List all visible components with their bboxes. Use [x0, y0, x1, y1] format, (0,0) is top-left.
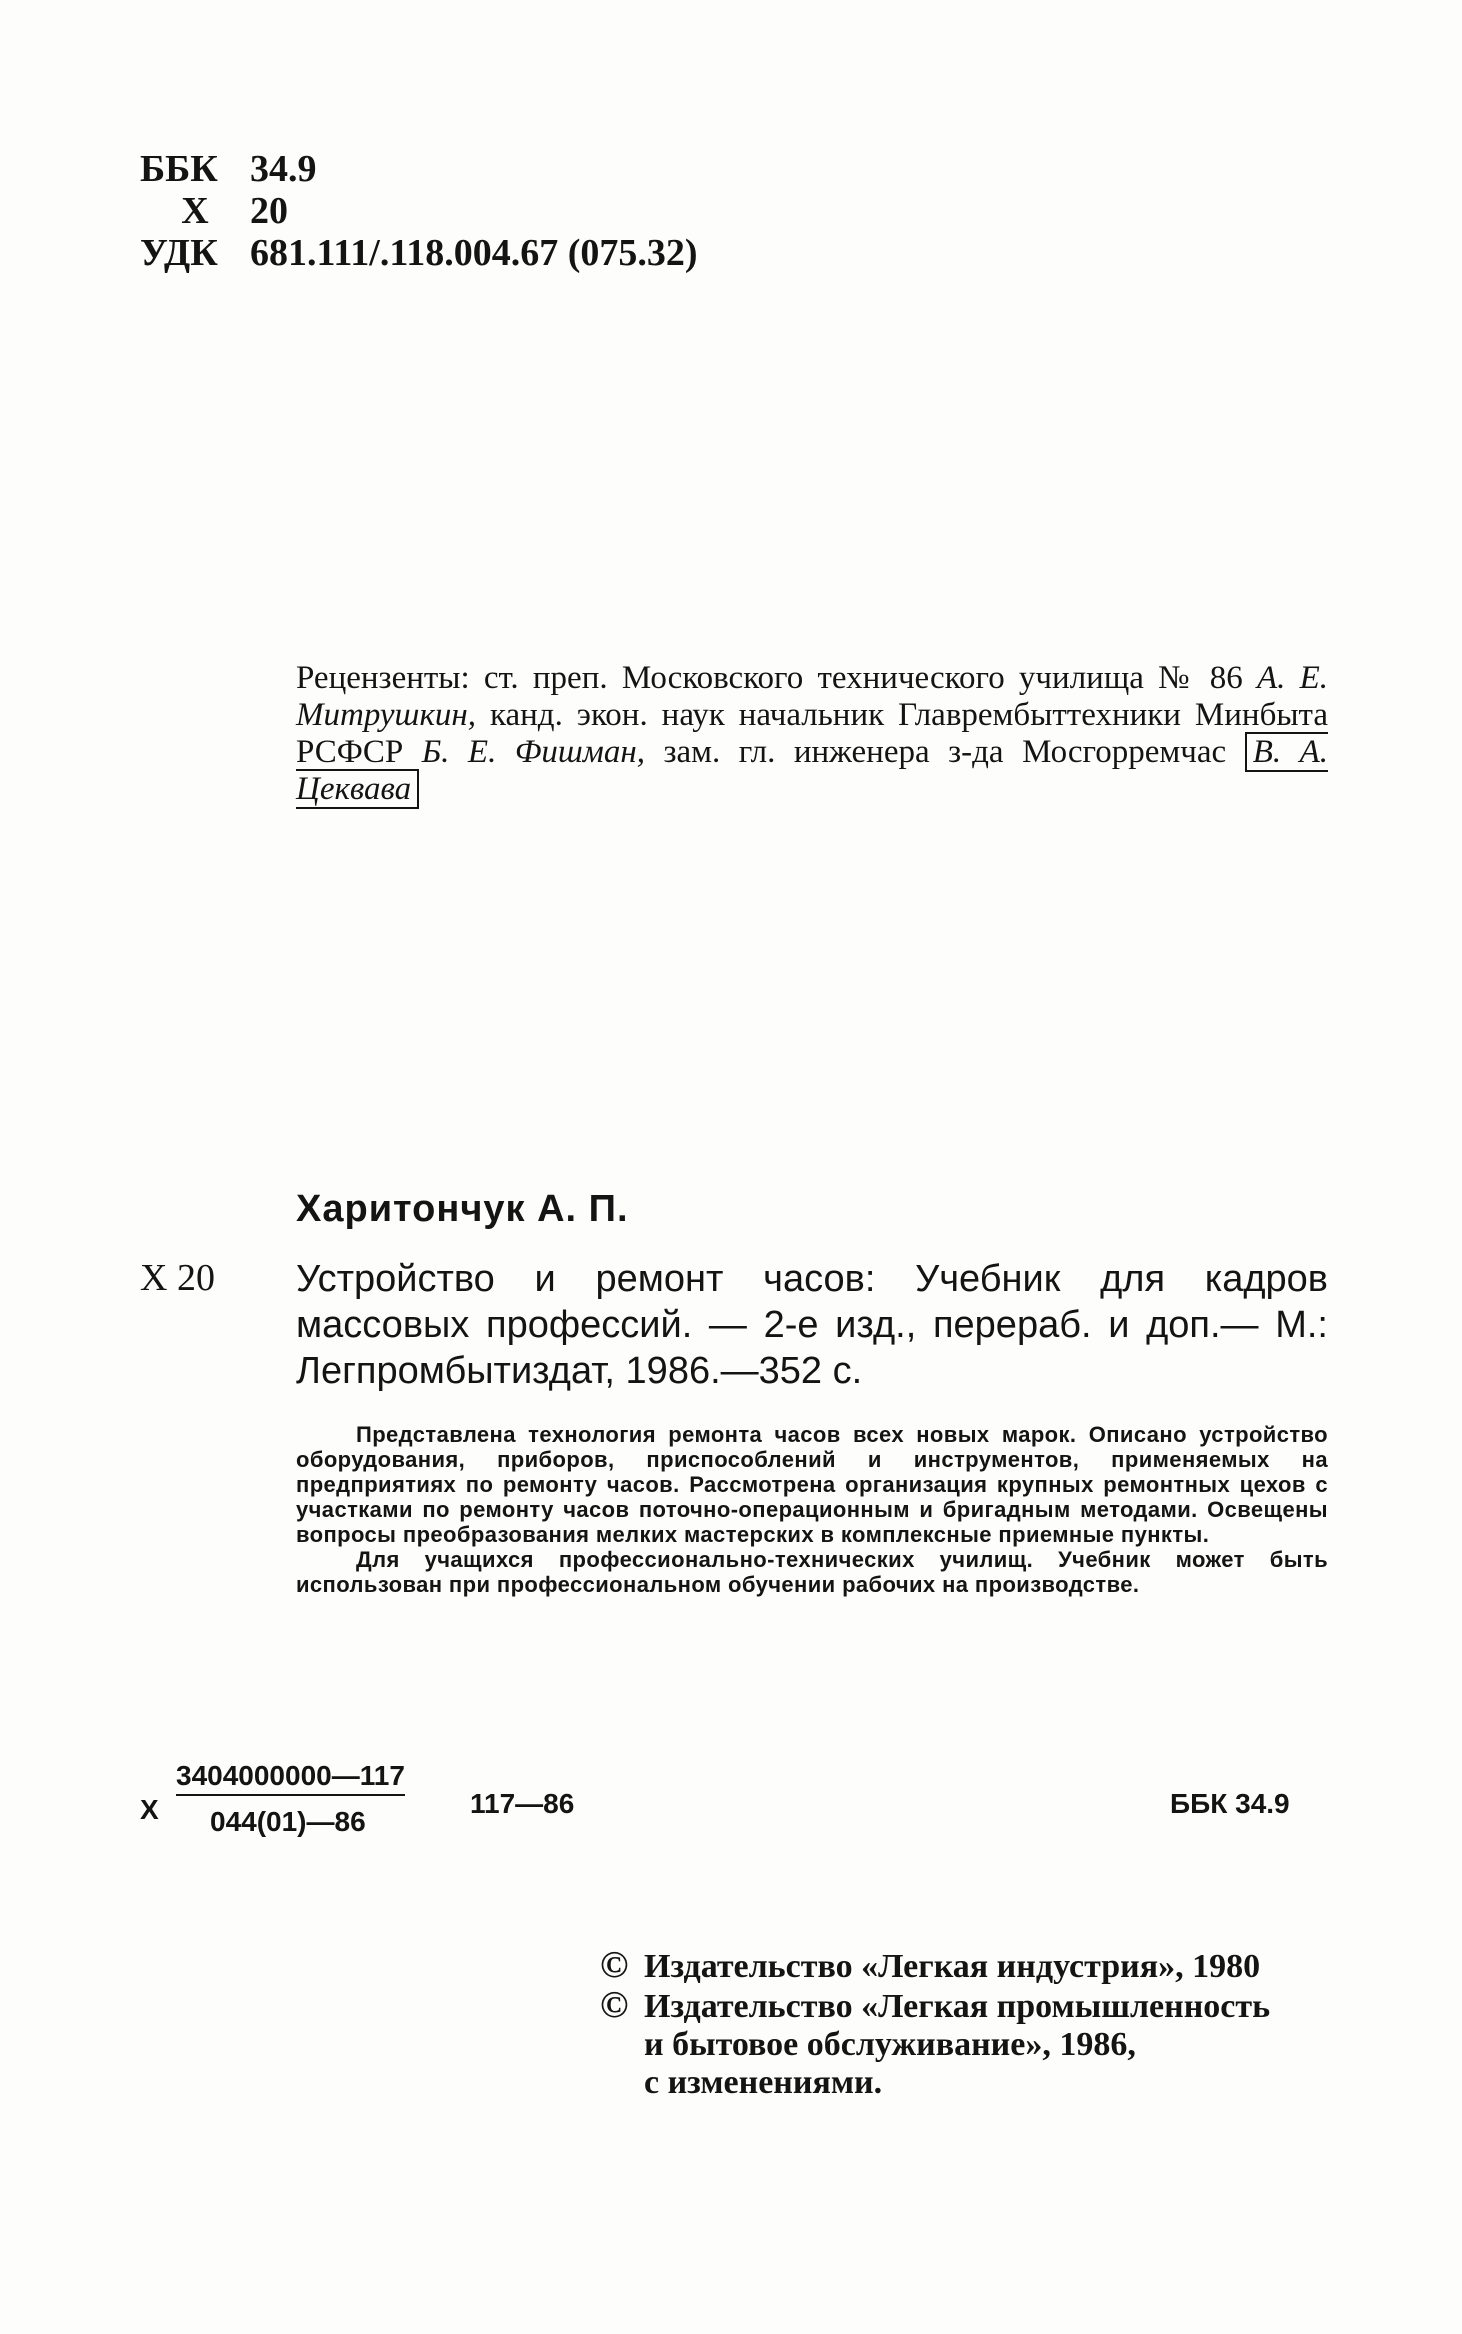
code-x: Х: [140, 1794, 159, 1825]
code-order: 117—86: [470, 1788, 575, 1819]
book-title-description: Устройство и ремонт часов: Учебник для кадров массовых профессий. — 2-е изд., перераб. и доп.— М.: Легпромбытиздат, 1986.—352 с.: [296, 1258, 1328, 1392]
reviewer-name-3: В. А. Цеквава: [296, 734, 1329, 807]
copyright-icon: ©: [600, 1944, 629, 1986]
copyright-icon: ©: [600, 1984, 629, 2026]
copyright-line-4: с изменениями.: [644, 2064, 883, 2101]
reviewer-name-2: Б. Е. Фишман,: [421, 734, 645, 770]
reviewers-paragraph: [296, 660, 1328, 808]
copyright-text-1: Издательство «Легкая индустрия», 1980: [644, 1948, 1261, 1985]
x-value: 20: [250, 190, 288, 232]
bbk-row: [140, 148, 698, 190]
udk-value: 681.111/.118.004.67 (075.32): [250, 232, 698, 274]
abstract-paragraph-1: Представлена технология ремонта часов всех новых марок. Описано устройство оборудования, приборов, приспособлений и инструментов, применяемых на предприятиях по ремонту часов. Рассмотрена организация крупных ремонтных цехов с участками по ремонту часов поточно-операционным и бригадным методами. Освещены вопросы преобразования мелких мастерских в комплексные приемные пункты.: [296, 1422, 1328, 1547]
code-denominator: 044(01)—86: [210, 1806, 366, 1837]
classification-block: [140, 148, 698, 274]
reviewer-name-1: А. Е. Митрушкин,: [296, 660, 1328, 733]
copyright-line-1: [600, 1946, 1270, 1986]
x-label: Х: [181, 190, 209, 232]
reviewers-suffix: зам. гл. инженера з-да Мосгорремчас: [663, 734, 1227, 770]
udk-label: УДК: [140, 232, 218, 274]
author-name: Харитончук А. П.: [296, 1188, 629, 1230]
copyright-line-3: и бытовое обслуживание», 1986,: [644, 2026, 1136, 2063]
copyright-line-2: [600, 1986, 1270, 2026]
abstract: [296, 1422, 1328, 1597]
bbk-label: ББК: [140, 148, 218, 190]
reviewers-middle: канд. экон. наук начальник Главрембыттехники Минбыта РСФСР: [296, 697, 1328, 770]
x-row: [140, 190, 698, 232]
bbk-value: 34.9: [250, 148, 317, 190]
shelfmark: Х 20: [140, 1257, 215, 1299]
abstract-paragraph-2: Для учащихся профессионально-технических училищ. Учебник может быть использован при профессиональном обучении рабочих на производстве.: [296, 1547, 1328, 1597]
copyright-block: [600, 1946, 1270, 2102]
reviewers-prefix: Рецензенты: ст. преп. Московского технического училища № 86: [296, 660, 1243, 696]
udk-row: [140, 232, 698, 274]
code-numerator: 3404000000—117: [176, 1760, 405, 1796]
copyright-text-2: Издательство «Легкая промышленность: [644, 1988, 1271, 2025]
bbk-bottom: ББК 34.9: [1170, 1788, 1290, 1819]
